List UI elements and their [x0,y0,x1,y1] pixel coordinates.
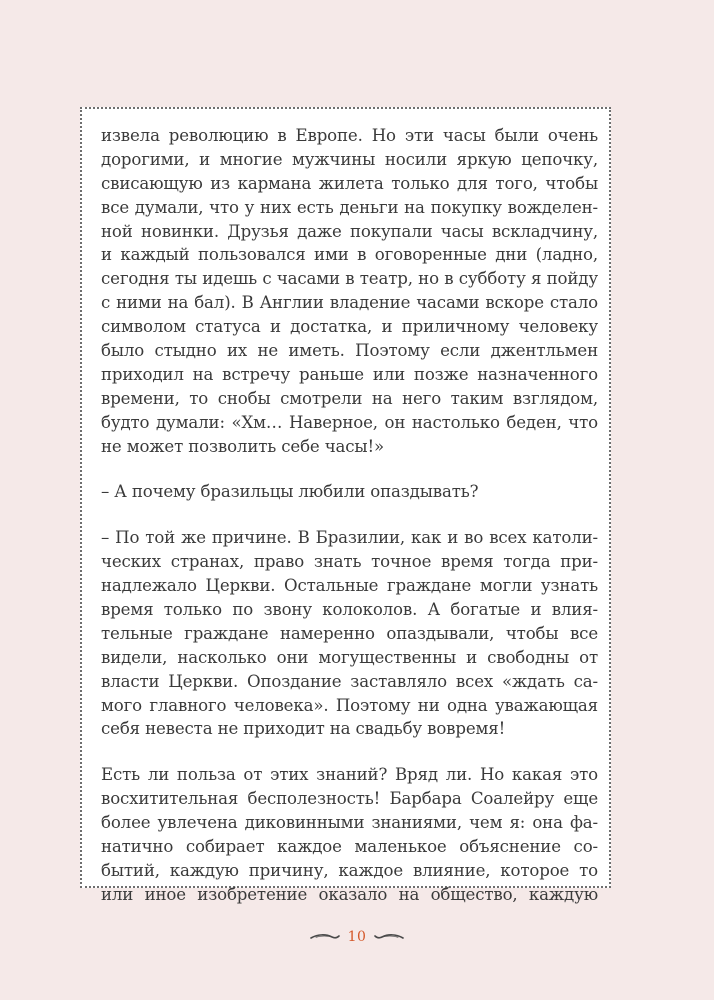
text-line: приходил на встречу раньше или позже назначенного [101,364,598,384]
text-line: или иное изобретение оказало на общество, каждую [101,884,598,904]
text-line: более увлечена диковинными знаниями, чем я: она фа- [101,813,598,833]
text-line: натично собирает каждое маленькое объяснение со- [101,837,598,857]
text-line: все думали, что у них есть деньги на покупку вожделен- [101,197,598,217]
text-line: тельные граждане намеренно опаздывали, чтобы все [101,623,598,643]
text-line: видели, насколько они могущественны и свободны от [101,647,598,667]
paragraph-1 [101,124,598,458]
text-line: было стыдно их не иметь. Поэтому если джентльмен [101,341,598,361]
page-body [101,124,598,907]
text-line: время только по звону колоколов. А богатые и влия- [101,600,598,620]
text-line: и каждый пользовался ими в оговоренные дни (ладно, [101,245,598,265]
paragraph-2 [101,480,598,504]
paragraph-spacer [101,741,598,763]
text-line: символом статуса и достатка, и приличному человеку [101,317,598,337]
text-line: себя невеста не приходит на свадьбу вовремя! [101,719,506,739]
text-line: Есть ли польза от этих знаний? Вряд ли. Но какая это [101,765,598,785]
text-line: – А почему бразильцы любили опаздывать? [101,482,479,502]
page-footer [0,925,714,949]
text-line: свисающую из кармана жилета только для того, чтобы [101,173,598,193]
text-line: сегодня ты идешь с часами в театр, но в субботу я пойду [101,269,598,289]
text-line: надлежало Церкви. Остальные граждане могли узнать [101,576,598,596]
paragraph-spacer [101,504,598,526]
paragraph-3 [101,526,598,741]
text-line: ной новинки. Друзья даже покупали часы вскладчину, [101,221,598,241]
paragraph-4 [101,763,598,906]
text-line: – По той же причине. В Бразилии, как и во всех католи- [101,528,598,548]
text-line: не может позволить себе часы!» [101,436,384,456]
text-line: дорогими, и многие мужчины носили яркую цепочку, [101,149,598,169]
text-line: ческих странах, право знать точное время тогда при- [101,552,598,572]
text-line: бытий, каждую причину, каждое влияние, которое то [101,860,598,880]
page-number: 10 [347,929,367,945]
paragraph-spacer [101,458,598,480]
text-line: извела революцию в Европе. Но эти часы были очень [101,126,598,145]
text-line: мого главного человека». Поэтому ни одна уважающая [101,695,598,715]
swash-ornament-icon [310,932,340,942]
swash-ornament-icon [374,932,404,942]
text-line: власти Церкви. Опоздание заставляло всех «ждать са- [101,671,598,691]
text-line: будто думали: «Хм… Наверное, он настолько беден, что [101,412,598,432]
text-line: с ними на бал). В Англии владение часами вскоре стало [101,293,598,313]
text-line: времени, то снобы смотрели на него таким взглядом, [101,388,598,408]
text-line: восхитительная бесполезность! Барбара Соалейру еще [101,789,598,809]
